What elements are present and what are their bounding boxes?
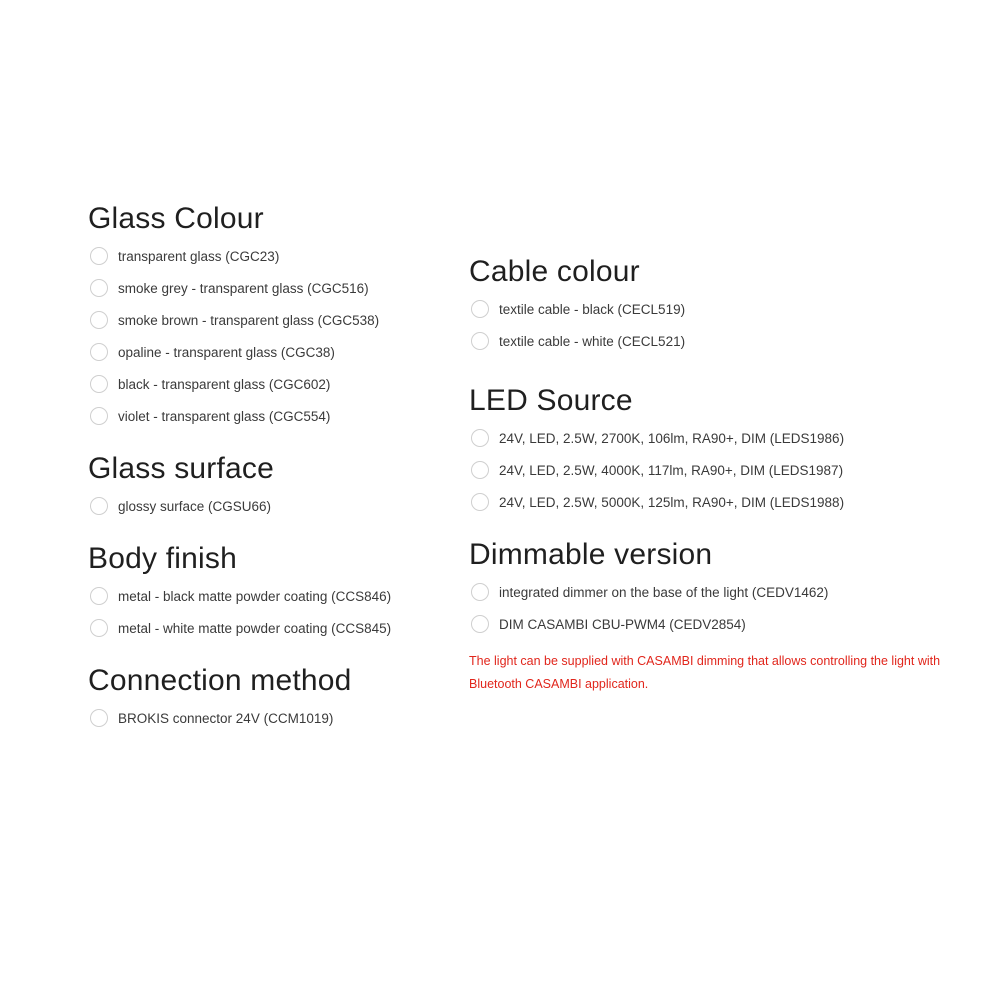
option-label: integrated dimmer on the base of the light (CEDV1462) xyxy=(499,584,829,600)
option-label: metal - white matte powder coating (CCS845) xyxy=(118,620,392,636)
radio-button[interactable] xyxy=(90,619,108,637)
option-label: black - transparent glass (CGC602) xyxy=(118,376,331,392)
radio-button[interactable] xyxy=(471,493,489,511)
option-label: violet - transparent glass (CGC554) xyxy=(118,408,331,424)
body-finish-heading: Body finish xyxy=(88,542,237,575)
radio-button[interactable] xyxy=(90,709,108,727)
led-source-options xyxy=(469,422,969,518)
option-glass-colour-black[interactable] xyxy=(88,368,448,400)
option-led-2700k[interactable] xyxy=(469,422,969,454)
option-label: smoke brown - transparent glass (CGC538) xyxy=(118,312,380,328)
option-cable-black[interactable] xyxy=(469,293,969,325)
glass-surface-heading: Glass surface xyxy=(88,452,274,485)
radio-button[interactable] xyxy=(90,247,108,265)
option-label: DIM CASAMBI CBU-PWM4 (CEDV2854) xyxy=(499,616,746,632)
option-glass-colour-opaline[interactable] xyxy=(88,336,448,368)
option-led-4000k[interactable] xyxy=(469,454,969,486)
connection-method-heading: Connection method xyxy=(88,664,352,697)
option-label: 24V, LED, 2.5W, 5000K, 125lm, RA90+, DIM (LEDS1988) xyxy=(499,494,845,510)
option-label: metal - black matte powder coating (CCS846) xyxy=(118,588,392,604)
glass-surface-options xyxy=(88,490,448,522)
glass-surface-section xyxy=(88,454,448,522)
option-label: textile cable - white (CECL521) xyxy=(499,333,686,349)
led-source-heading: LED Source xyxy=(469,384,633,417)
radio-button[interactable] xyxy=(471,300,489,318)
dimmable-version-options xyxy=(469,576,969,640)
cable-colour-heading: Cable colour xyxy=(469,255,640,288)
radio-button[interactable] xyxy=(471,583,489,601)
cable-colour-options xyxy=(469,293,969,357)
option-dimmer-integrated[interactable] xyxy=(469,576,969,608)
radio-button[interactable] xyxy=(471,429,489,447)
glass-colour-options xyxy=(88,240,448,432)
radio-button[interactable] xyxy=(90,375,108,393)
radio-button[interactable] xyxy=(90,279,108,297)
option-glass-colour-transparent[interactable] xyxy=(88,240,448,272)
option-led-5000k[interactable] xyxy=(469,486,969,518)
option-body-finish-white[interactable] xyxy=(88,612,448,644)
radio-button[interactable] xyxy=(90,497,108,515)
option-label: transparent glass (CGC23) xyxy=(118,248,280,264)
option-label: opaline - transparent glass (CGC38) xyxy=(118,344,335,360)
glass-colour-heading: Glass Colour xyxy=(88,202,264,235)
option-label: textile cable - black (CECL519) xyxy=(499,301,686,317)
radio-button[interactable] xyxy=(471,615,489,633)
radio-button[interactable] xyxy=(90,343,108,361)
option-dimmer-casambi[interactable] xyxy=(469,608,969,640)
dimmable-version-section xyxy=(469,540,969,696)
option-label: BROKIS connector 24V (CCM1019) xyxy=(118,710,334,726)
radio-button[interactable] xyxy=(90,311,108,329)
option-label: 24V, LED, 2.5W, 2700K, 106lm, RA90+, DIM (LEDS1986) xyxy=(499,430,845,446)
option-connection-brokis[interactable] xyxy=(88,702,448,734)
connection-method-options xyxy=(88,702,448,734)
radio-button[interactable] xyxy=(471,461,489,479)
option-glass-colour-smoke-grey[interactable] xyxy=(88,272,448,304)
option-glass-colour-violet[interactable] xyxy=(88,400,448,432)
radio-button[interactable] xyxy=(471,332,489,350)
body-finish-section xyxy=(88,544,448,644)
option-body-finish-black[interactable] xyxy=(88,580,448,612)
casambi-note: The light can be supplied with CASAMBI dimming that allows controlling the light with Bluetooth CASAMBI application. xyxy=(469,654,941,691)
connection-method-section xyxy=(88,666,448,734)
dimmable-version-heading: Dimmable version xyxy=(469,538,713,571)
option-label: 24V, LED, 2.5W, 4000K, 117lm, RA90+, DIM (LEDS1987) xyxy=(499,462,844,478)
option-label: glossy surface (CGSU66) xyxy=(118,498,272,514)
option-glass-surface-glossy[interactable] xyxy=(88,490,448,522)
radio-button[interactable] xyxy=(90,587,108,605)
radio-button[interactable] xyxy=(90,407,108,425)
option-cable-white[interactable] xyxy=(469,325,969,357)
glass-colour-section xyxy=(88,204,448,432)
option-glass-colour-smoke-brown[interactable] xyxy=(88,304,448,336)
cable-colour-section xyxy=(469,257,969,357)
option-label: smoke grey - transparent glass (CGC516) xyxy=(118,280,369,296)
body-finish-options xyxy=(88,580,448,644)
led-source-section xyxy=(469,386,969,518)
